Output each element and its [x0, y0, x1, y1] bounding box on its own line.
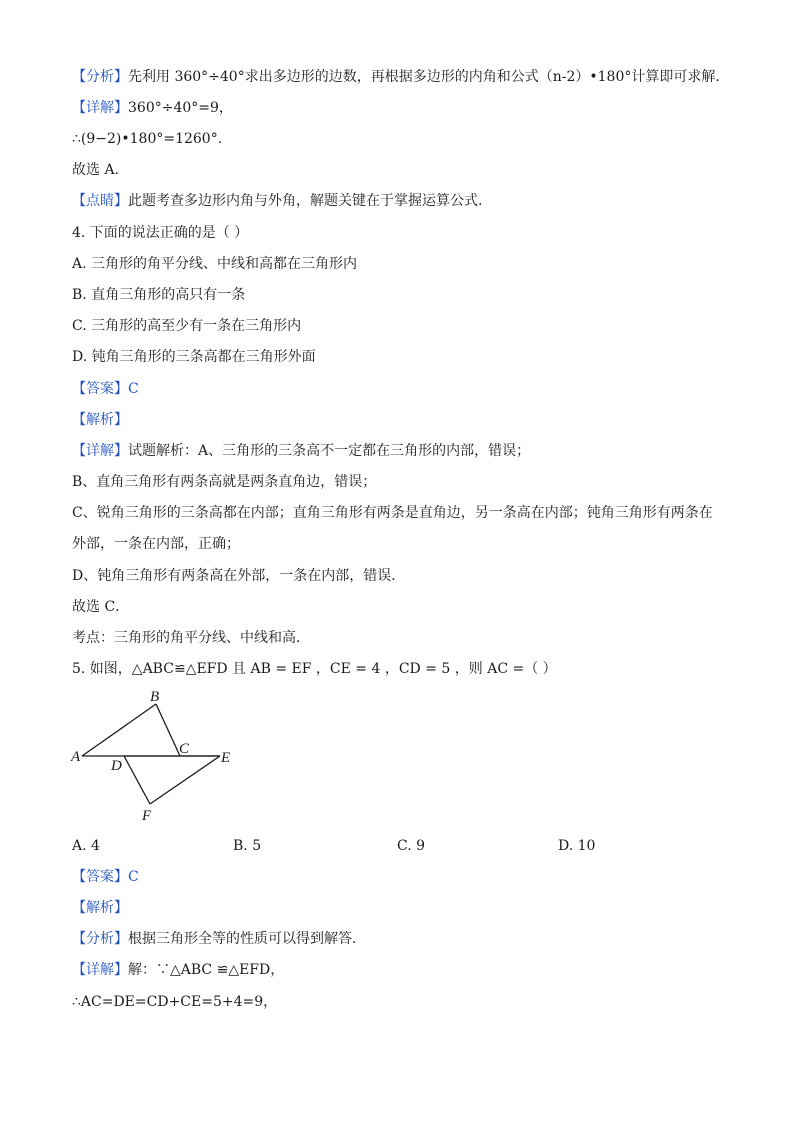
l23: 【详解】解：∵△ABC ≌△EFD， — [72, 962, 285, 978]
q5-options — [0, 838, 794, 856]
segment-ef — [150, 756, 220, 804]
segment-df — [124, 756, 150, 804]
segment-bc — [156, 704, 180, 756]
triangle-figure — [68, 686, 238, 826]
q5-option-b: B. 5 — [233, 838, 262, 854]
l24: ∴AC=DE=CD+CE=5+4=9， — [72, 994, 278, 1010]
l12: 【详解】试题解析：A、三角形的三条高不一定都在三角形的内部，错误； — [72, 443, 531, 459]
q4-option-a: A. 三角形的角平分线、中线和高都在三角形内 — [72, 256, 358, 272]
section-tag: 【分析】 — [72, 69, 128, 85]
label-b: B — [150, 689, 160, 705]
q5-analysis-heading: 【解析】 — [72, 900, 128, 916]
q4-option-b: B. 直角三角形的高只有一条 — [72, 287, 246, 303]
label-f: F — [142, 808, 152, 824]
q4-answer: 【答案】C — [72, 381, 139, 397]
l0: 【分析】先利用 360°÷40°求出多边形的边数，再根据多边形的内角和公式（n-2）•180°计算即可求解． — [72, 69, 730, 85]
q4-analysis-heading: 【解析】 — [72, 412, 128, 428]
l3: 故选 A. — [72, 162, 120, 178]
label-c: C — [179, 741, 190, 757]
l15: 外部，一条在内部，正确； — [72, 536, 240, 552]
l22: 【分析】根据三角形全等的性质可以得到解答． — [72, 931, 366, 947]
q5-option-c: C. 9 — [397, 838, 426, 854]
q5-option-a: A. 4 — [72, 838, 100, 854]
l16: D、钝角三角形有两条高在外部，一条在内部，错误． — [72, 568, 406, 584]
segment-ab — [82, 704, 156, 756]
label-a: A — [71, 749, 81, 765]
label-d: D — [111, 758, 122, 774]
q5-answer: 【答案】C — [72, 869, 139, 885]
section-tag: 【详解】 — [72, 962, 128, 978]
q5-option-d: D. 10 — [558, 838, 596, 854]
l17: 故选 C． — [72, 599, 130, 615]
q4-stem: 4. 下面的说法正确的是（ ） — [72, 225, 249, 241]
section-tag: 【详解】 — [72, 443, 128, 459]
l14: C、锐角三角形的三条高都在内部；直角三角形有两条是直角边，另一条高在内部；钝角三角形有两条在 — [72, 505, 713, 521]
l2: ∴(9−2)•180°=1260°. — [72, 131, 223, 147]
l1: 【详解】360°÷40°=9， — [72, 100, 233, 116]
section-tag: 【点睛】 — [72, 193, 128, 209]
q5-stem: 5. 如图，△ABC≌△EFD 且 AB = EF ，CE = 4 ，CD = 5 ，则 AC =（ ） — [72, 661, 557, 677]
section-tag: 【详解】 — [72, 100, 128, 116]
l13: B、直角三角形有两条高就是两条直角边，错误； — [72, 474, 377, 490]
q4-option-c: C. 三角形的高至少有一条在三角形内 — [72, 318, 302, 334]
l4: 【点睛】此题考查多边形内角与外角，解题关键在于掌握运算公式. — [72, 193, 483, 209]
section-tag: 【分析】 — [72, 931, 128, 947]
label-e: E — [221, 750, 231, 766]
q4-option-d: D. 钝角三角形的三条高都在三角形外面 — [72, 349, 316, 365]
l18: 考点：三角形的角平分线、中线和高． — [72, 630, 310, 646]
